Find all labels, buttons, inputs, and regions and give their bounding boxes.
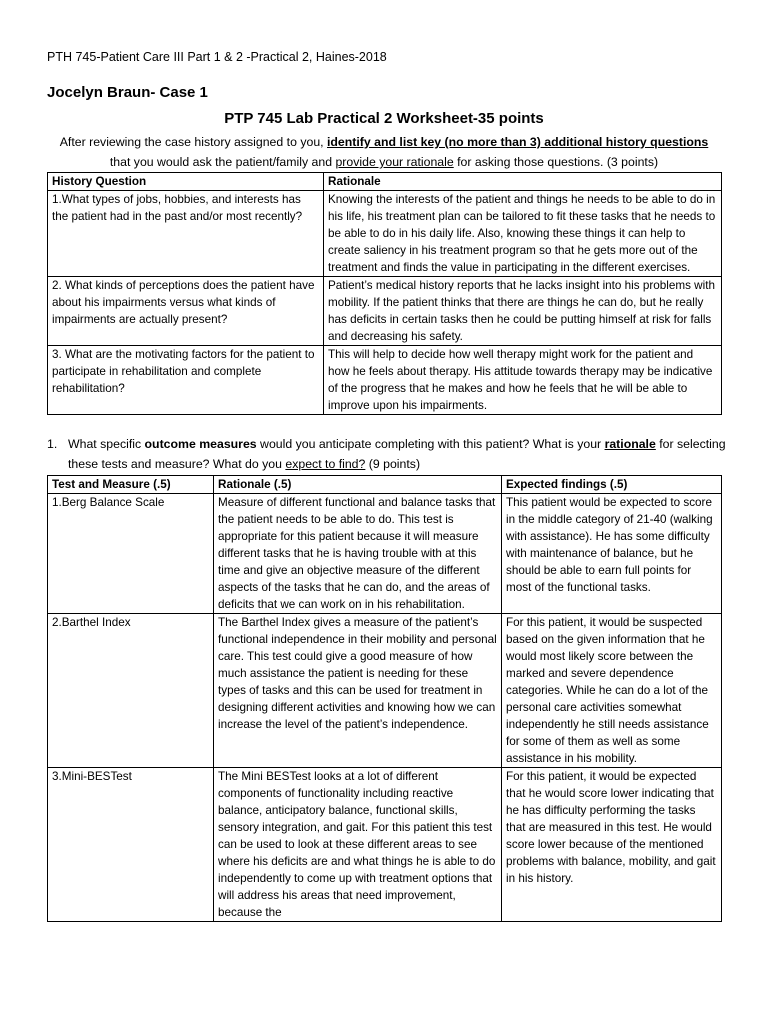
test-rationale-cell: The Mini BESTest looks at a lot of different components of functionality including reactive balance, anticipatory balance, functional skills, sensory integration, and gait. For this patient this test can be used to look at these different areas to see where his deficits are and what things he is able to do independently to come up with treatment options that will address his areas that need improvement, because the — [214, 768, 502, 922]
expected-findings-cell: For this patient, it would be expected that he would score lower indicating that he has difficulty performing the tasks that are measured in this test. He would score lower because of the mentioned problems with balance, mobility, and gait in his history. — [502, 768, 722, 922]
table-row — [48, 768, 722, 922]
rationale-cell: Patient’s medical history reports that he lacks insight into his problems with mobility. If the patient thinks that there are things he can do, but he really has deficits in certain tasks then he could be putting himself at risk for falls and decreasing his safety. — [324, 277, 722, 346]
question-text — [68, 434, 737, 474]
test-name-cell: 1.Berg Balance Scale — [48, 494, 214, 614]
student-case-heading: Jocelyn Braun- Case 1 — [47, 84, 208, 101]
expected-findings-cell: For this patient, it would be suspected based on the given information that he would most likely score between the marked and severe dependence categories. While he can do a lot of the personal care activities somewhat independently he still needs assistance for some of them as well as some assistance in his mobility. — [502, 614, 722, 768]
table-row — [48, 191, 722, 277]
column-header: Test and Measure (.5) — [48, 476, 214, 494]
history-question-cell: 3. What are the motivating factors for the patient to participate in rehabilitation and complete rehabilitation? — [48, 346, 324, 415]
test-name-cell: 3.Mini-BESTest — [48, 768, 214, 922]
q-text-3: for selecting these tests and measure? What do you — [68, 437, 726, 471]
test-rationale-cell: Measure of different functional and balance tasks that the patient needs to be able to do. This test is appropriate for this patient because it will measure different tasks that he is having trouble with at this time and give an objective measure of the different aspects of the tasks that he can do, and the areas of deficits that we can work on in his rehabilitation. — [214, 494, 502, 614]
q-emphasis-1: outcome measures — [144, 437, 257, 451]
outcome-measures-table — [47, 475, 722, 922]
test-name-cell: 2.Barthel Index — [48, 614, 214, 768]
history-question-cell: 2. What kinds of perceptions does the patient have about his impairments versus what kinds of impairments are actually present? — [48, 277, 324, 346]
outcome-measures-question — [47, 434, 737, 474]
history-questions-table — [47, 172, 722, 415]
question-number: 1. — [47, 437, 58, 451]
rationale-cell: Knowing the interests of the patient and things he needs to be able to do in his life, his treatment plan can be tailored to fit these tasks that he needs to be able to do in his daily life. Also, knowing these things it can help to create saliency in his treatment program so that he gets more out of the treatment and finds the value in participating in the different exercises. — [324, 191, 722, 277]
column-header: Rationale — [324, 173, 722, 191]
table-header-row — [48, 476, 722, 494]
column-header: Expected findings (.5) — [502, 476, 722, 494]
intro-emphasis-2: provide your rationale — [335, 155, 454, 169]
table-row — [48, 494, 722, 614]
instructions-paragraph — [30, 132, 738, 172]
q-text-1: What specific — [68, 437, 145, 451]
intro-text-2: that you would ask the patient/family and — [109, 155, 336, 169]
q-emphasis-3: expect to find? — [285, 457, 366, 471]
column-header: Rationale (.5) — [214, 476, 502, 494]
worksheet-title: PTP 745 Lab Practical 2 Worksheet-35 points — [224, 110, 544, 127]
course-header: PTH 745-Patient Care III Part 1 & 2 -Practical 2, Haines-2018 — [47, 50, 387, 64]
expected-findings-cell: This patient would be expected to score in the middle category of 21-40 (walking with assistance). He has some difficulty with maintenance of balance, but he should be able to earn full points for most of the functional tasks. — [502, 494, 722, 614]
table-header-row — [48, 173, 722, 191]
q-text-4: (9 points) — [365, 457, 421, 471]
q-text-2: would you anticipate completing with this patient? What is your — [256, 437, 605, 451]
intro-text-3: for asking those questions. (3 points) — [453, 155, 659, 169]
intro-text-1: After reviewing the case history assigned to you, — [59, 135, 327, 149]
history-question-cell: 1.What types of jobs, hobbies, and interests has the patient had in the past and/or most recently? — [48, 191, 324, 277]
rationale-cell: This will help to decide how well therapy might work for the patient and how he feels about therapy. His attitude towards therapy may be indicative of the progress that he makes and how he feels that he will be able to improve upon his impairments. — [324, 346, 722, 415]
table-row — [48, 346, 722, 415]
q-emphasis-2: rationale — [604, 437, 656, 451]
column-header: History Question — [48, 173, 324, 191]
table-row — [48, 614, 722, 768]
table-row — [48, 277, 722, 346]
intro-emphasis-1: identify and list key (no more than 3) additional history questions — [327, 135, 709, 149]
test-rationale-cell: The Barthel Index gives a measure of the patient’s functional independence in their mobility and personal care. This test could give a good measure of how much assistance the patient is needing for these types of tasks and this can be used for treatment in designing different activities and knowing how we can increase the level of the patient’s independence. — [214, 614, 502, 768]
